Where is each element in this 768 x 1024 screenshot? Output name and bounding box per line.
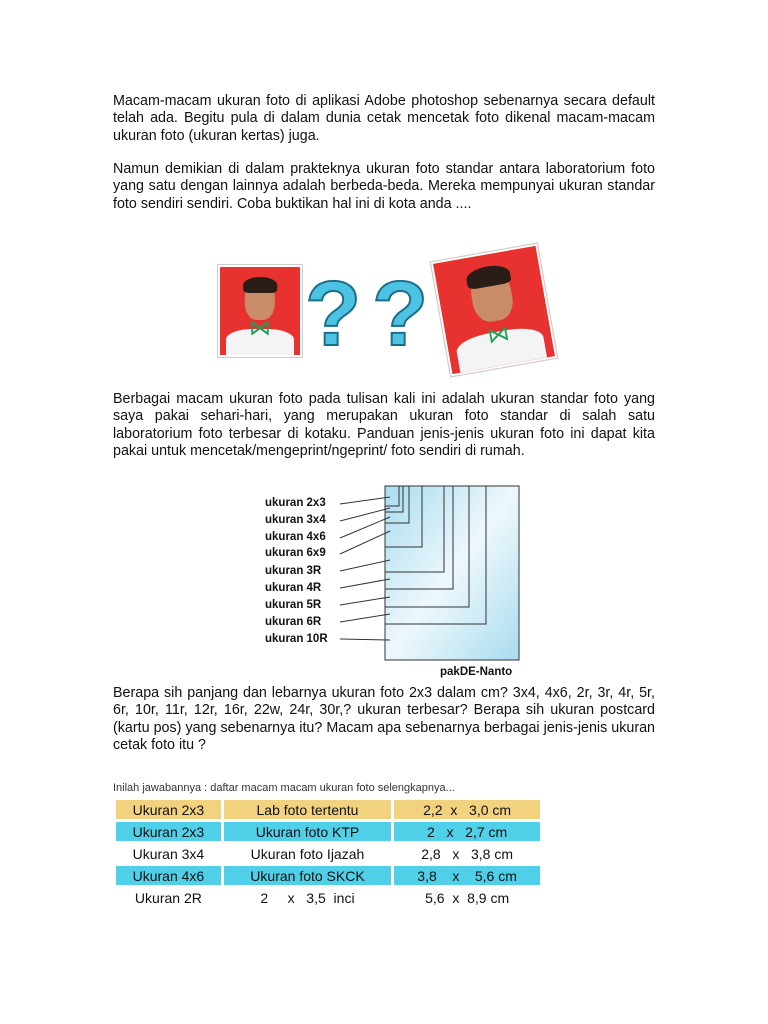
diagram-credit: pakDE-Nanto [440, 666, 513, 678]
cell-dimension: 2 x 2,7 cm [394, 822, 540, 841]
cell-dimension: 5,6 x 8,9 cm [394, 888, 540, 907]
paragraph-standard-sizes: Berbagai macam ukuran foto pada tulisan kali ini adalah ukuran standar foto yang saya pakai sehari-hari, yang merupakan ukuran foto standar di salah satu laboratorium foto terbesar di kotaku. Panduan jenis-jenis ukuran foto ini dapat kita pakai untuk mencetak/mengeprint/ngeprint/ foto sendiri di rumah. [113, 391, 655, 459]
cell-dimension: 2,8 x 3,8 cm [394, 844, 540, 863]
cell-use: Ukuran foto KTP [224, 822, 391, 841]
photo-right-tilted: ⋈ [431, 244, 558, 377]
question-mark-icon: ? [305, 263, 362, 365]
table-row [116, 888, 540, 907]
cell-size: Ukuran 2x3 [116, 800, 221, 819]
cell-use: 2 x 3,5 inci [224, 888, 391, 907]
diagram-label: ukuran 6R [265, 616, 322, 628]
question-mark-icon: ? [372, 263, 429, 365]
cell-size: Ukuran 2x3 [116, 822, 221, 841]
table-row [116, 822, 540, 841]
cell-use: Ukuran foto SKCK [224, 866, 391, 885]
diagram-label: ukuran 3x4 [265, 514, 326, 526]
cell-size: Ukuran 4x6 [116, 866, 221, 885]
diagram-label: ukuran 4R [265, 582, 322, 594]
diagram-label: ukuran 5R [265, 599, 322, 611]
paragraph-lab-differences: Namun demikian di dalam prakteknya ukuran foto standar antara laboratorium foto yang satu dengan lainnya adalah berbeda-beda. Mereka mempunyai ukuran standar foto sendiri sendiri. Coba buktikan hal ini di kota anda .... [113, 161, 655, 212]
cell-size: Ukuran 2R [116, 888, 221, 907]
diagram-label: ukuran 3R [265, 565, 322, 577]
cell-use: Lab foto tertentu [224, 800, 391, 819]
photo-size-table [113, 797, 543, 910]
table-row [116, 866, 540, 885]
cell-size: Ukuran 3x4 [116, 844, 221, 863]
cell-dimension: 2,2 x 3,0 cm [394, 800, 540, 819]
paragraph-questions: Berapa sih panjang dan lebarnya ukuran foto 2x3 dalam cm? 3x4, 4x6, 2r, 3r, 4r, 5r, 6r, 10r, 11r, 12r, 16r, 22w, 24r, 30r,? ukuran terbesar? Berapa sih ukuran postcard (kartu pos) yang sebenarnya itu? Macam apa sebenarnya berbagai jenis-jenis ukuran cetak foto itu ? [113, 685, 655, 753]
table-row [116, 800, 540, 819]
diagram-label: ukuran 2x3 [265, 497, 326, 509]
photo-left: ⋈ [218, 265, 302, 357]
cell-dimension: 3,8 x 5,6 cm [394, 866, 540, 885]
diagram-label: ukuran 6x9 [265, 547, 326, 559]
diagram-label: ukuran 10R [265, 633, 328, 645]
table-caption: Inilah jawabannya : daftar macam macam ukuran foto selengkapnya... [113, 782, 455, 794]
paragraph-intro: Macam-macam ukuran foto di aplikasi Adobe photoshop sebenarnya secara default telah ada. Begitu pula di dalam dunia cetak mencetak foto dikenal macam-macam ukuran foto (ukuran kertas) juga. [113, 93, 655, 144]
cell-use: Ukuran foto Ijazah [224, 844, 391, 863]
table-row [116, 844, 540, 863]
diagram-label: ukuran 4x6 [265, 531, 326, 543]
